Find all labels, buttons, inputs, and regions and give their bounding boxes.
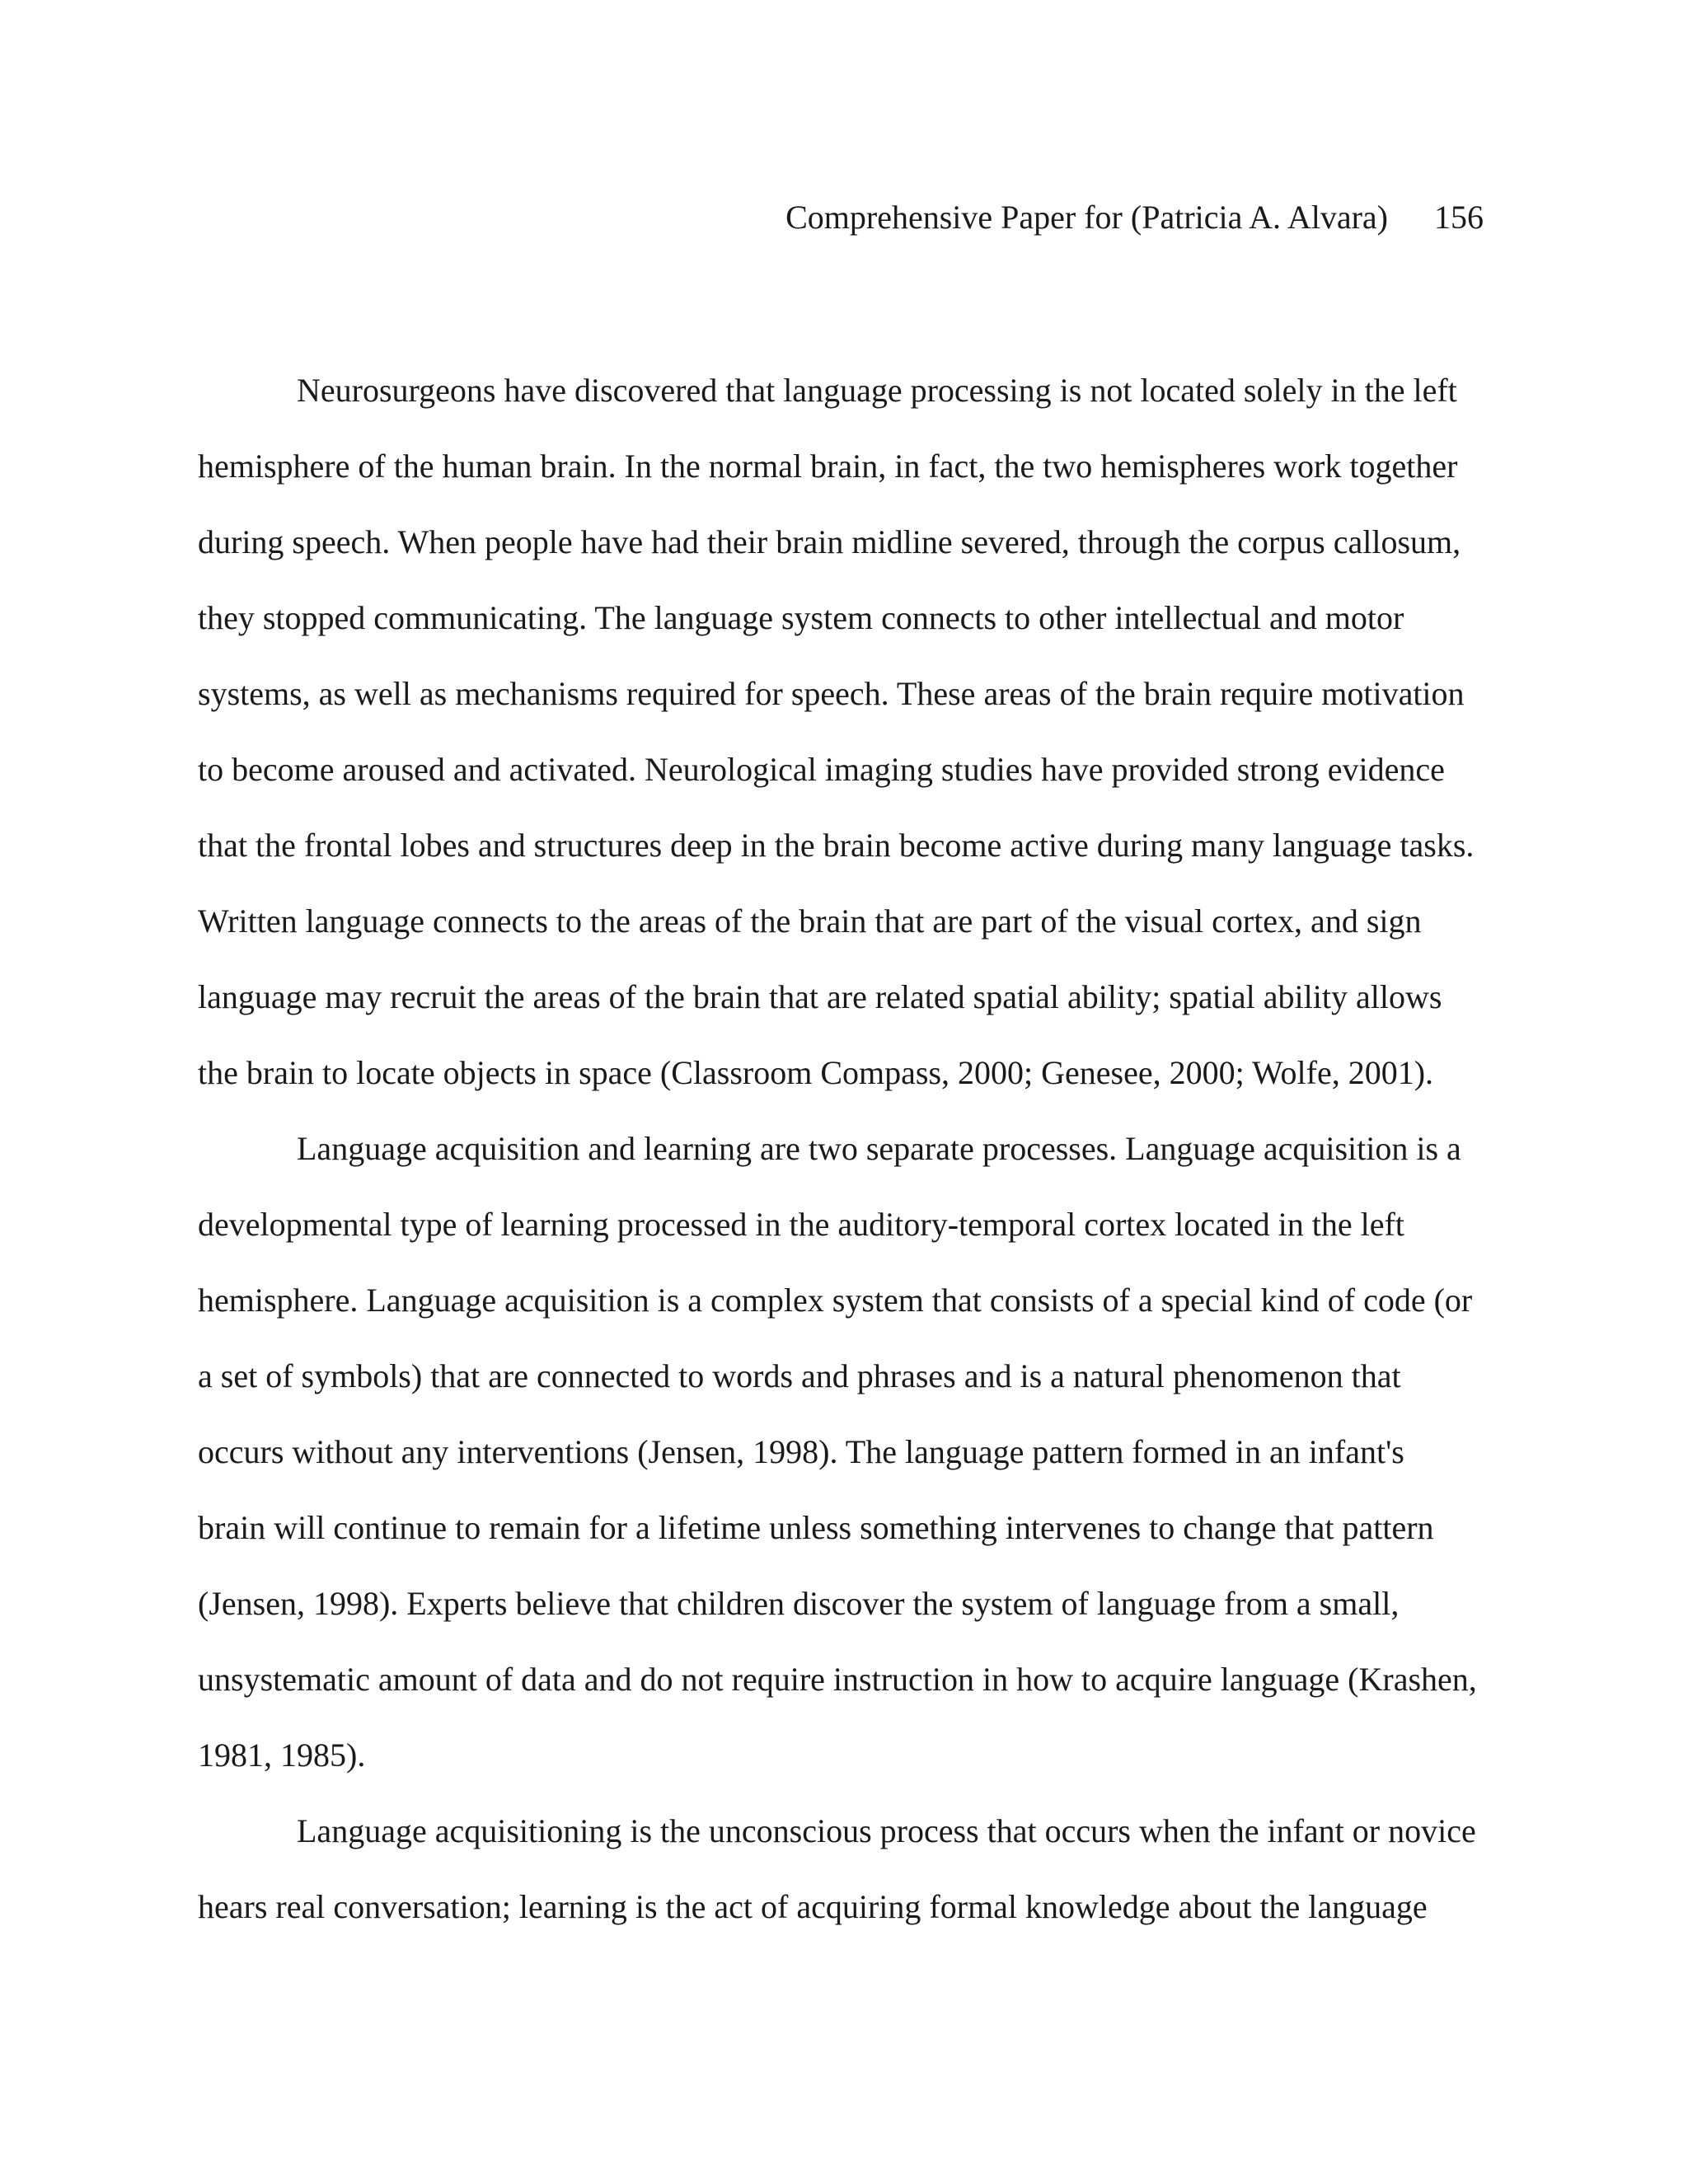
paragraph-2-line-3: hemisphere. Language acquisition is a complex system that consists of a special kind of code (or bbox=[198, 1282, 1473, 1319]
running-head bbox=[785, 196, 1484, 239]
paragraph-1-line-4: they stopped communicating. The language system connects to other intellectual and motor bbox=[198, 599, 1404, 636]
paragraph-2-line-2: developmental type of learning processed in the auditory-temporal cortex located in the left bbox=[198, 1206, 1404, 1243]
paragraph-2-line-9: 1981, 1985). bbox=[198, 1736, 366, 1774]
running-head-title: Comprehensive Paper for (Patricia A. Alvara) bbox=[785, 199, 1388, 236]
paragraph-3-line-2: hears real conversation; learning is the act of acquiring formal knowledge about the language bbox=[198, 1888, 1428, 1925]
paragraph-1-line-9: language may recruit the areas of the brain that are related spatial ability; spatial ability allows bbox=[198, 978, 1442, 1015]
paragraph-2-line-6: brain will continue to remain for a lifetime unless something intervenes to change that pattern bbox=[198, 1509, 1434, 1546]
paragraph-2-line-8: unsystematic amount of data and do not require instruction in how to acquire language (Krashen, bbox=[198, 1661, 1477, 1698]
paragraph-1-line-6: to become aroused and activated. Neurological imaging studies have provided strong evidence bbox=[198, 751, 1445, 788]
body-text bbox=[198, 369, 1485, 1961]
paragraph-1-line-8: Written language connects to the areas of the brain that are part of the visual cortex, and sign bbox=[198, 902, 1422, 940]
paragraph-2-line-1: Language acquisition and learning are two separate processes. Language acquisition is a bbox=[297, 1130, 1461, 1167]
paragraph-1-line-10: the brain to locate objects in space (Classroom Compass, 2000; Genesee, 2000; Wolfe, 2001). bbox=[198, 1054, 1434, 1091]
paragraph-3-line-1: Language acquisitioning is the unconscious process that occurs when the infant or novice bbox=[297, 1812, 1476, 1849]
paragraph-2-line-7: (Jensen, 1998). Experts believe that children discover the system of language from a small, bbox=[198, 1585, 1400, 1622]
paragraph-2-line-5: occurs without any interventions (Jensen, 1998). The language pattern formed in an infant's bbox=[198, 1433, 1404, 1470]
paragraph-1-line-2: hemisphere of the human brain. In the normal brain, in fact, the two hemispheres work together bbox=[198, 448, 1458, 485]
paragraph-1-line-5: systems, as well as mechanisms required for speech. These areas of the brain require motivation bbox=[198, 675, 1465, 712]
paragraph-1-line-7: that the frontal lobes and structures deep in the brain become active during many language tasks. bbox=[198, 827, 1475, 864]
paragraph-1-line-3: during speech. When people have had their brain midline severed, through the corpus callosum, bbox=[198, 523, 1461, 560]
page-number: 156 bbox=[1434, 199, 1484, 236]
paragraph-1-line-1: Neurosurgeons have discovered that language processing is not located solely in the left bbox=[297, 372, 1457, 409]
paragraph-2-line-4: a set of symbols) that are connected to words and phrases and is a natural phenomenon that bbox=[198, 1357, 1401, 1394]
